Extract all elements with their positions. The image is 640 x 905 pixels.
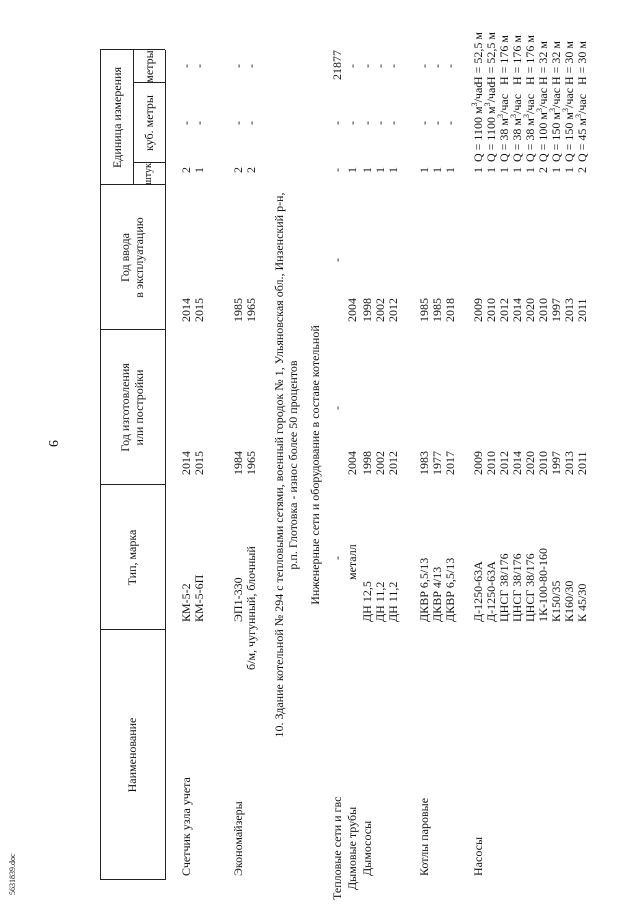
superscript-3: 3: [561, 107, 570, 112]
cell-comm: 1998: [360, 298, 374, 322]
cell-h: H = 30 м: [562, 40, 576, 85]
cell-q: Q = 38 м: [510, 117, 524, 162]
cell-m: -: [443, 64, 457, 68]
cell-year: 1998: [360, 451, 374, 475]
cell-pcs: 1: [523, 167, 537, 173]
cell-comm: 1985: [231, 298, 245, 322]
cell-h: H = 52,5 м: [471, 31, 485, 85]
superscript-3: 3: [574, 113, 583, 118]
cell-pcs: 2: [231, 167, 245, 173]
cell-year: 2013: [562, 451, 576, 475]
cell-type: ДКВР 6,5/13: [417, 557, 431, 622]
superscript-3: 3: [470, 102, 479, 107]
cell-pcs: 1: [373, 167, 387, 173]
cell-q: Q = 38 м: [497, 117, 511, 162]
header-unit-m: метры: [142, 50, 156, 83]
cell-type: ДН 11,2: [386, 581, 400, 622]
cell-m: -: [244, 64, 258, 68]
cell-pcs: 1: [430, 167, 444, 173]
header-unit-pcs: штук: [143, 163, 154, 185]
cell-m: -: [386, 64, 400, 68]
cell-year: 2014: [179, 451, 193, 475]
header-comm-l1: Год ввода: [118, 233, 132, 282]
cell-h: H = 176 м: [510, 34, 524, 85]
table-row: [387, 50, 400, 880]
cell-comm: 2014: [510, 298, 524, 322]
cell-pcs: 1: [549, 167, 563, 173]
cell-pcs: 2: [536, 167, 550, 173]
cell-comm: 2015: [192, 298, 206, 322]
cell-m: -: [345, 64, 359, 68]
cell-pcs: 2: [179, 167, 193, 173]
cell-type: ДН 11,2: [373, 581, 387, 622]
cell-comm: 2011: [575, 298, 589, 322]
cell-year: 2010: [536, 451, 550, 475]
cell-cub: -: [373, 121, 387, 125]
cell-year: 1997: [549, 451, 563, 475]
cell-q-unit: /час: [497, 93, 511, 114]
cell-cub: -: [386, 121, 400, 125]
cell-pcs: 1: [443, 167, 457, 173]
cell-year: 2004: [345, 451, 359, 475]
cell-year: 1977: [430, 451, 444, 475]
superscript-3: 3: [496, 113, 505, 118]
cell-type: -: [330, 556, 344, 560]
cell-type: Д-1250-63А: [471, 561, 485, 622]
cell-comm: 2020: [523, 298, 537, 322]
section-title-line1: 10. Здание котельной № 294 с тепловыми сетями, военный городок № 1, Ульяновская обл., Инзенский р-н,: [272, 192, 286, 738]
cell-comm: 1985: [417, 298, 431, 322]
cell-year: 2011: [575, 451, 589, 475]
cell-h: H = 52,5 м: [484, 31, 498, 85]
cell-comm: -: [330, 258, 344, 262]
cell-type: КМ-5-6П: [192, 574, 206, 622]
cell-pcs: -: [330, 168, 344, 172]
cell-pcs: 1: [471, 167, 485, 173]
cell-comm: 2009: [471, 298, 485, 322]
section-title-line2: р.п. Глотовка - износ более 50 процентов: [286, 360, 300, 570]
cell-pcs: 1: [510, 167, 524, 173]
table-row: [444, 50, 457, 880]
cell-type: Д-1250-63А: [484, 561, 498, 622]
cell-cub: -: [330, 121, 344, 125]
superscript-3: 3: [483, 102, 492, 107]
table-row: [245, 50, 258, 880]
cell-q: Q = 1100 м: [484, 106, 498, 162]
cell-h: H = 32 м: [549, 40, 563, 85]
cell-m: 21877: [330, 50, 344, 80]
cell-pcs: 2: [575, 167, 589, 173]
cell-comm: 2004: [345, 298, 359, 322]
cell-pcs: 1: [484, 167, 498, 173]
page-number: 9: [45, 440, 60, 447]
cell-q: Q = 150 м: [549, 111, 563, 162]
cell-type: К150/35: [549, 580, 563, 622]
cell-h: H = 176 м: [497, 34, 511, 85]
cell-comm: 1997: [549, 298, 563, 322]
cell-type: КМ-5-2: [179, 583, 193, 622]
cell-m: -: [231, 64, 245, 68]
cell-comm: 2010: [536, 298, 550, 322]
cell-comm: 2013: [562, 298, 576, 322]
superscript-3: 3: [535, 107, 544, 112]
cell-cub: -: [179, 121, 193, 125]
cell-name: Тепловые сети и гвс: [330, 796, 344, 900]
table-header: [100, 50, 165, 880]
cell-type: ЦНСГ 38/176: [510, 553, 524, 622]
cell-m: -: [360, 64, 374, 68]
cell-year: 2014: [510, 451, 524, 475]
cell-comm: 1985: [430, 298, 444, 322]
cell-q-unit: /час: [549, 87, 563, 108]
table-row: [574, 40, 589, 880]
header-type: Тип, марка: [125, 529, 139, 586]
cell-h: H = 30 м: [575, 40, 589, 85]
cell-q: Q = 150 м: [562, 111, 576, 162]
cell-type: ДКВР 6,5/13: [443, 557, 457, 622]
cell-comm: 2010: [484, 298, 498, 322]
cell-q-unit: /час: [562, 87, 576, 108]
cell-pcs: 1: [497, 167, 511, 173]
cell-type: 1К-100-80-160: [536, 548, 550, 622]
cell-q-unit: /час: [575, 93, 589, 114]
cell-cub: -: [345, 121, 359, 125]
cell-name: Счетчик узла учета: [179, 777, 193, 876]
cell-comm: 2002: [373, 298, 387, 322]
header-unit-group: Единица измерения: [110, 66, 124, 169]
cell-name: Котлы паровые: [417, 797, 431, 876]
rotated-table: [100, 31, 610, 900]
table-row: [193, 50, 206, 880]
cell-comm: 1965: [244, 298, 258, 322]
cell-name: Насосы: [471, 836, 485, 876]
header-unit-cub: куб. метры: [142, 95, 156, 151]
cell-pcs: 1: [562, 167, 576, 173]
cell-year: 2010: [484, 451, 498, 475]
cell-year: 1984: [231, 451, 245, 475]
cell-cub: -: [443, 121, 457, 125]
cell-year: 2012: [386, 451, 400, 475]
header-year-l2: или постройки: [132, 369, 146, 446]
cell-h: H = 176 м: [523, 34, 537, 85]
cell-q: Q = 100 м: [536, 111, 550, 162]
cell-type: ЦНСГ 38/176: [523, 553, 537, 622]
cell-q-unit: /час: [523, 93, 537, 114]
cell-type: ЦНСГ 38/176: [497, 553, 511, 622]
cell-pcs: 1: [345, 167, 359, 173]
cell-cub: -: [430, 121, 444, 125]
cell-comm: 2012: [497, 298, 511, 322]
cell-comm: 2018: [443, 298, 457, 322]
cell-pcs: 1: [417, 167, 431, 173]
section-subtitle: Инженерные сети и оборудование в составе котельной: [308, 325, 322, 605]
cell-comm: 2014: [179, 298, 193, 322]
cell-q-unit: /час: [484, 82, 498, 103]
cell-cub: -: [360, 121, 374, 125]
table-row: [345, 50, 359, 890]
cell-name: Дымососы: [360, 820, 374, 876]
cell-type: ДН 12,5: [360, 581, 374, 622]
cell-q-unit: /час: [510, 93, 524, 114]
cell-q-unit: /час: [471, 82, 485, 103]
superscript-3: 3: [509, 113, 518, 118]
cell-year: -: [330, 406, 344, 410]
header-name: Наименование: [125, 717, 139, 793]
cell-cub: -: [417, 121, 431, 125]
cell-q: Q = 1100 м: [471, 106, 485, 162]
cell-m: -: [417, 64, 431, 68]
cell-q: Q = 38 м: [523, 117, 537, 162]
cell-pcs: 1: [386, 167, 400, 173]
header-comm-l2: в эксплуатацию: [132, 217, 146, 298]
cell-type: К160/30: [562, 580, 576, 622]
cell-type: б/м, чугунный, блочный: [244, 546, 258, 670]
cell-year: 2020: [523, 451, 537, 475]
header-year-l1: Год изготовления: [118, 363, 132, 452]
cell-q-unit: /час: [536, 87, 550, 108]
cell-year: 2009: [471, 451, 485, 475]
cell-name: Экономайзеры: [231, 801, 245, 876]
cell-type: ДКВР 4/13: [430, 566, 444, 622]
cell-m: -: [192, 64, 206, 68]
cell-pcs: 1: [360, 167, 374, 173]
cell-m: -: [373, 64, 387, 68]
cell-type: К 45/30: [575, 583, 589, 622]
cell-q: Q = 45 м: [575, 117, 589, 162]
cell-name: Дымовые трубы: [345, 806, 359, 890]
cell-cub: -: [231, 121, 245, 125]
superscript-3: 3: [522, 113, 531, 118]
superscript-3: 3: [548, 107, 557, 112]
cell-m: -: [179, 64, 193, 68]
cell-comm: 2012: [386, 298, 400, 322]
cell-type: металл: [345, 544, 359, 580]
cell-cub: -: [192, 121, 206, 125]
cell-pcs: 2: [244, 167, 258, 173]
cell-h: H = 32 м: [536, 40, 550, 85]
cell-pcs: 1: [192, 167, 206, 173]
footer-file-code: 5631839.doc: [8, 853, 17, 895]
cell-type: ЭП1-330: [231, 577, 245, 622]
cell-year: 2012: [497, 451, 511, 475]
cell-m: -: [430, 64, 444, 68]
cell-year: 1965: [244, 451, 258, 475]
cell-year: 1983: [417, 451, 431, 475]
cell-cub: -: [244, 121, 258, 125]
cell-year: 2015: [192, 451, 206, 475]
table-row: [330, 50, 344, 900]
cell-year: 2002: [373, 451, 387, 475]
cell-year: 2017: [443, 451, 457, 475]
